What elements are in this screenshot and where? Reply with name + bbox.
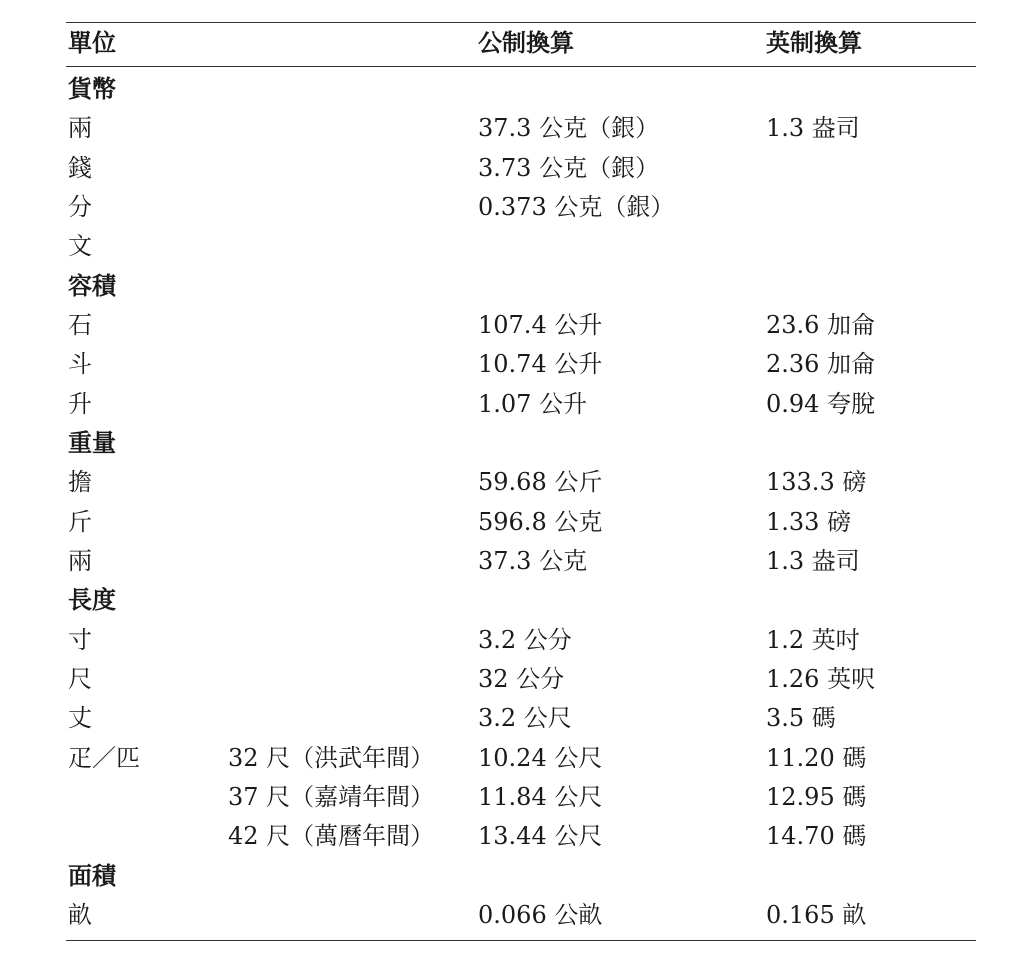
imperial-value: 1.3 盎司 [766, 547, 860, 575]
unit-name: 斤 [68, 508, 92, 536]
header-unit: 單位 [68, 28, 116, 57]
metric-value: 10.74 公升 [478, 350, 603, 378]
imperial-value: 1.2 英吋 [766, 626, 860, 654]
unit-name: 升 [68, 390, 92, 418]
unit-name: 寸 [68, 626, 92, 654]
imperial-value: 1.33 磅 [766, 508, 852, 536]
unit-note: 37 尺（嘉靖年間） [228, 783, 435, 811]
imperial-value: 1.3 盎司 [766, 114, 860, 142]
section-title: 重量 [68, 428, 116, 457]
unit-name: 分 [68, 193, 92, 221]
metric-value: 3.2 公分 [478, 626, 572, 654]
unit-name: 畝 [68, 901, 92, 929]
metric-value: 10.24 公尺 [478, 744, 603, 772]
unit-name: 兩 [68, 547, 92, 575]
section-title: 容積 [68, 271, 116, 300]
metric-value: 59.68 公斤 [478, 468, 603, 496]
table-bottom-rule [66, 940, 976, 941]
section-title: 長度 [68, 585, 116, 614]
header-rule [66, 66, 976, 67]
section-title: 面積 [68, 861, 116, 890]
imperial-value: 12.95 碼 [766, 783, 867, 811]
imperial-value: 2.36 加侖 [766, 350, 876, 378]
imperial-value: 3.5 碼 [766, 704, 836, 732]
unit-name: 擔 [68, 468, 92, 496]
header-imperial: 英制換算 [766, 28, 862, 57]
unit-note: 32 尺（洪武年間） [228, 744, 435, 772]
metric-value: 107.4 公升 [478, 311, 603, 339]
metric-value: 1.07 公升 [478, 390, 588, 418]
metric-value: 0.373 公克（銀） [478, 193, 675, 221]
unit-note: 42 尺（萬曆年間） [228, 822, 435, 850]
imperial-value: 1.26 英呎 [766, 665, 876, 693]
imperial-value: 14.70 碼 [766, 822, 867, 850]
metric-value: 3.73 公克（銀） [478, 154, 660, 182]
unit-name: 石 [68, 311, 92, 339]
header-metric: 公制換算 [478, 28, 574, 57]
unit-name: 疋／匹 [68, 744, 140, 772]
imperial-value: 0.94 夸脫 [766, 390, 876, 418]
imperial-value: 23.6 加侖 [766, 311, 876, 339]
metric-value: 32 公分 [478, 665, 565, 693]
metric-value: 37.3 公克 [478, 547, 588, 575]
unit-name: 兩 [68, 114, 92, 142]
unit-name: 丈 [68, 704, 92, 732]
section-title: 貨幣 [68, 74, 116, 103]
unit-name: 文 [68, 232, 92, 260]
table-top-rule [66, 22, 976, 23]
unit-name: 錢 [68, 154, 92, 182]
metric-value: 596.8 公克 [478, 508, 603, 536]
metric-value: 0.066 公畝 [478, 901, 603, 929]
metric-value: 37.3 公克（銀） [478, 114, 660, 142]
imperial-value: 11.20 碼 [766, 744, 867, 772]
unit-name: 斗 [68, 350, 92, 378]
imperial-value: 133.3 磅 [766, 468, 867, 496]
metric-value: 3.2 公尺 [478, 704, 572, 732]
metric-value: 11.84 公尺 [478, 783, 603, 811]
metric-value: 13.44 公尺 [478, 822, 603, 850]
unit-name: 尺 [68, 665, 92, 693]
imperial-value: 0.165 畝 [766, 901, 867, 929]
